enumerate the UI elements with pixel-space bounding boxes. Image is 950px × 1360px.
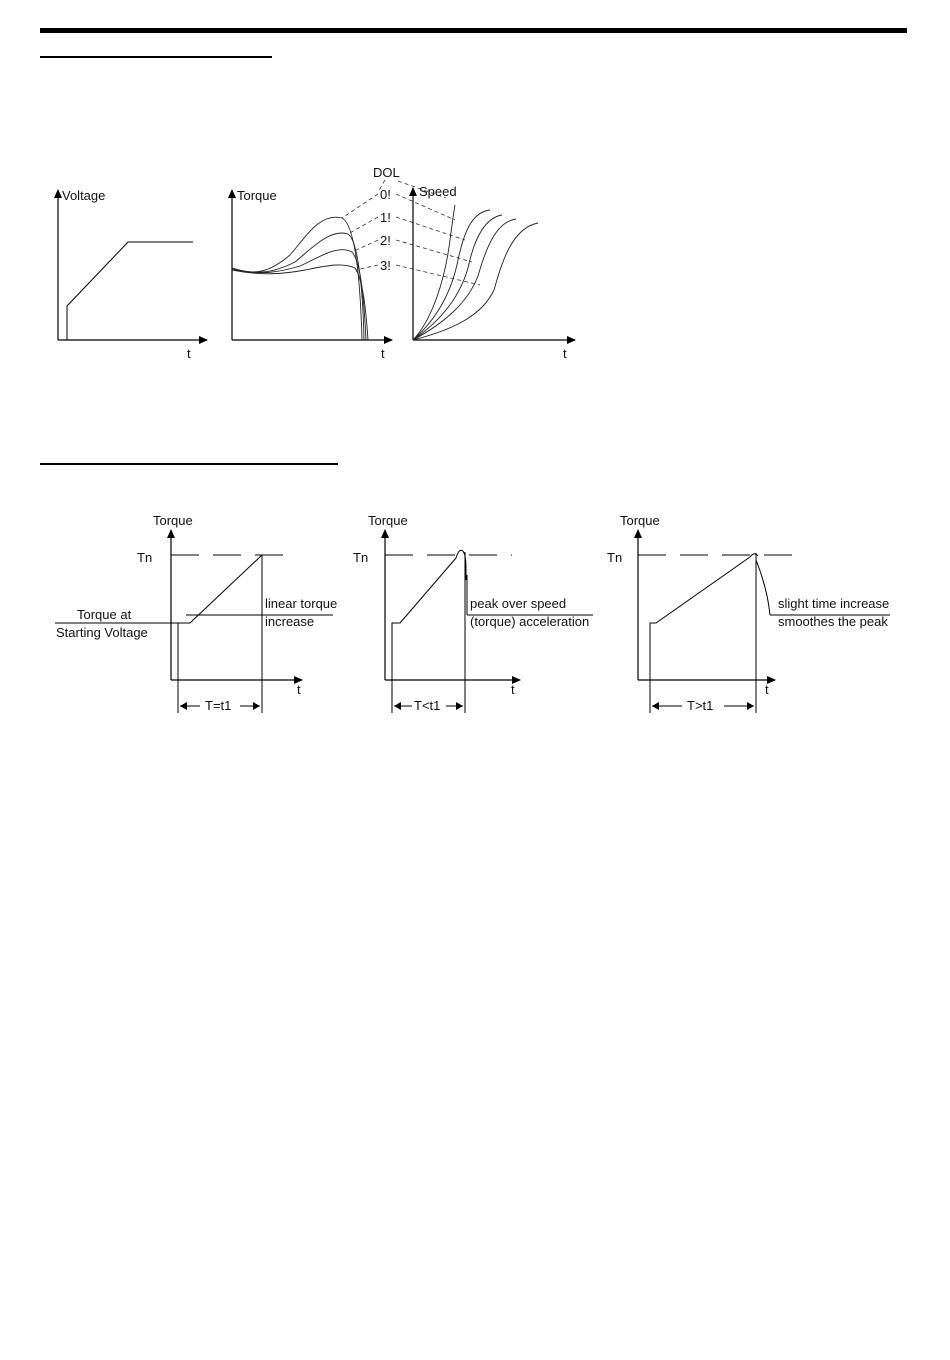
panel1-t-label: t xyxy=(297,682,301,697)
panel-peak xyxy=(353,513,593,713)
dol-labels xyxy=(342,165,480,285)
panel2-tn-label: Tn xyxy=(353,550,369,565)
panel3-torque-ramp xyxy=(650,557,750,680)
speed-curve-0 xyxy=(413,205,455,340)
panel1-torque-ramp xyxy=(178,555,262,680)
panel2-note-line1: peak over speed xyxy=(470,596,567,611)
speed-t-label: t xyxy=(563,346,567,361)
torque-t-label: t xyxy=(381,346,385,361)
panel2-span-label: T<t1 xyxy=(414,698,441,713)
panel1-tn-label: Tn xyxy=(137,550,153,565)
voltage-ramp xyxy=(67,242,193,340)
panel1-note-line1: linear torque xyxy=(265,596,338,611)
curve-label-1: 1! xyxy=(380,210,391,225)
panel1-note-line2: increase xyxy=(265,614,315,629)
voltage-t-label: t xyxy=(187,346,191,361)
panel1-start-line2: Starting Voltage xyxy=(56,625,148,640)
panel3-note-line2: smoothes the peak xyxy=(778,614,888,629)
speed-axis-label: Speed xyxy=(419,184,457,199)
panel2-t-label: t xyxy=(511,682,515,697)
panel3-smooth-peak xyxy=(750,554,758,557)
curve-label-3: 3! xyxy=(380,258,391,273)
panel1-span-label: T=t1 xyxy=(205,698,232,713)
speed-graph xyxy=(413,184,575,361)
panel-linear xyxy=(55,513,337,713)
panel2-torque-label: Torque xyxy=(368,513,408,528)
torque-axis-label: Torque xyxy=(237,188,277,203)
panel3-tn-label: Tn xyxy=(607,550,623,565)
panel3-note-line1: slight time increase xyxy=(778,596,890,611)
torque-curve-3 xyxy=(232,265,368,340)
dol-label: DOL xyxy=(373,165,400,180)
panel1-torque-label: Torque xyxy=(153,513,193,528)
torque-curve-2 xyxy=(232,250,366,340)
panel3-t-label: t xyxy=(765,682,769,697)
voltage-graph xyxy=(58,188,207,361)
panel1-start-line1: Torque at xyxy=(77,607,132,622)
panel-smooth xyxy=(607,513,890,713)
curve-label-2: 2! xyxy=(380,233,391,248)
panel2-note-line2: (torque) acceleration xyxy=(470,614,590,629)
torque-curve-1 xyxy=(232,233,364,340)
torque-graph xyxy=(232,188,392,361)
voltage-axis-label: Voltage xyxy=(62,188,106,203)
panel3-torque-label: Torque xyxy=(620,513,660,528)
curve-label-0: 0! xyxy=(380,187,391,202)
panel2-torque-ramp xyxy=(392,558,456,680)
panel3-span-label: T>t1 xyxy=(687,698,714,713)
torque-curve-0 xyxy=(232,217,362,340)
